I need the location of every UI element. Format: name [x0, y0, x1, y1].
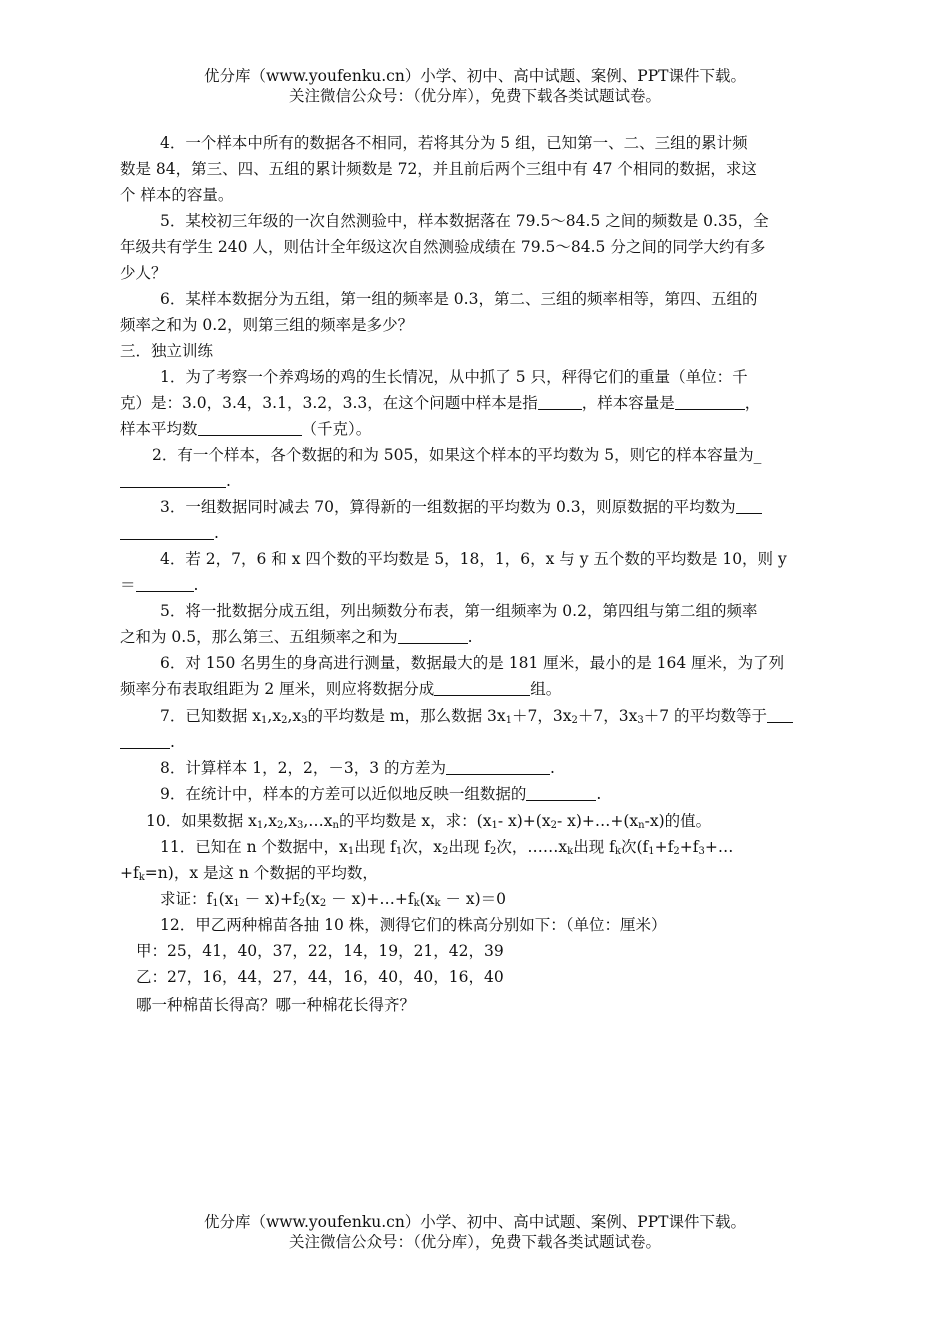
q7-text-a: 7．已知数据 x — [160, 707, 262, 725]
q5-line-2 — [120, 626, 473, 648]
q11-line-2 — [120, 862, 378, 884]
sub: n — [638, 820, 645, 831]
q6-blank — [434, 679, 530, 696]
q11-text-f: 出现 f — [573, 838, 615, 856]
p5-line-3: 少人？ — [120, 264, 167, 282]
header-line-2: 关注微信公众号：（优分库），免费下载各类试题试卷。 — [288, 87, 661, 105]
q11-text-b: 出现 f — [354, 838, 396, 856]
q11-text-e: 次，……x — [496, 838, 568, 856]
sub: 2 — [490, 846, 497, 857]
q11-text-i: =n)，x 是这 n 个数据的平均数， — [144, 864, 378, 882]
p4-line-2: 数是 84，第三、四、五组的累计频数是 72，并且前后两个三组中有 47 个相同的数据，求这 — [120, 160, 757, 178]
q1-line-1: 1．为了考察一个养鸡场的鸡的生长情况，从中抓了 5 只，秤得它们的重量（单位：千 — [160, 368, 748, 386]
sub: 1 — [395, 846, 403, 857]
p4-line-3: 个 样本的容量。 — [120, 186, 234, 204]
q1-blank-size — [675, 393, 745, 410]
sub: k — [567, 846, 574, 857]
q5-text: 之和为 0.5，那么第三、五组频率之和为 — [120, 628, 398, 646]
q1-text-b: ，样本容量是 — [581, 394, 675, 412]
q12-line-1: 12．甲乙两种棉苗各抽 10 株，测得它们的株高分别如下：（单位：厘米） — [160, 916, 667, 934]
q4-line-2 — [120, 574, 198, 596]
sub: 1 — [505, 715, 513, 726]
q11-text-g: 次(f — [620, 838, 649, 856]
q3-blank-b — [120, 523, 214, 540]
p4-line-1: 4．一个样本中所有的数据各不相同，若将其分为 5 组，已知第一、二、三组的累计频 — [160, 134, 748, 152]
q6-text: 频率分布表取组距为 2 厘米，则应将数据分成 — [120, 680, 435, 698]
page-header — [0, 66, 950, 106]
q7-blank-b — [120, 732, 170, 749]
q11-line-3: 求证：$f_1(x_1 - x)+f_2(x_2$ － $x)+\dots+f_k(x_k - x)=0$ — [160, 890, 507, 909]
q3-text-end: . — [214, 524, 219, 542]
sub: 2 — [441, 846, 449, 857]
q9-blank — [526, 784, 596, 801]
q5-line-1: 5．将一批数据分成五组，列出频数分布表，第一组频率为 0.2，第四组与第二组的频率 — [160, 602, 758, 620]
q1-text-d: 样本平均数 — [120, 420, 198, 438]
q11-proof: 求证：f — [160, 890, 213, 908]
sub: 1 — [233, 898, 240, 909]
q7-text-e: ＋7 的平均数等于 — [643, 707, 768, 725]
q7-text-c: ＋7，3x — [512, 707, 572, 725]
q4-line-1: 4．若 2，7，6 和 x 四个数的平均数是 5，18，1，6，x 与 y 五个数的平均数是 10，则 y — [160, 550, 787, 568]
sub: k — [138, 872, 145, 883]
q7-line-1: 7．已知数据 $x_1,x_2,x_3$的平均数是 m，那么数据 $3x_1+7$，$3x_2+7$，$3x_3+7$ 的平均数等于 — [160, 705, 793, 727]
q3-line-2 — [120, 522, 219, 544]
p5-line-2: 年级共有学生 240 人，则估计全年级这次自然测验成绩在 79.5～84.5 分之间的同学大约有多 — [120, 238, 766, 256]
q10-text-b: 的平均数是 x，求：(x — [339, 812, 492, 830]
sub: 2 — [298, 898, 306, 909]
q7-text-d: ＋7，3x — [577, 707, 638, 725]
sub: 1 — [256, 820, 264, 831]
q11-line-1: 11．已知在 n 个数据中，$x_1$出现 $f_1$次，$x_2$出现 $f_2$次，$\dots\dots x_k$出现 $f_k$次($f_1+f_2+f_3+\dots$ — [160, 838, 734, 857]
sub: 1 — [212, 898, 219, 909]
q2-blank — [120, 471, 226, 488]
q9-text: 9．在统计中，样本的方差可以近似地反映一组数据的 — [160, 785, 527, 803]
q9-text-end: . — [596, 785, 602, 803]
sub: 2 — [276, 820, 284, 831]
footer-line-1: 优分库（www.youfenku.cn）小学、初中、高中试题、案例、PPT课件下载。 — [203, 1213, 747, 1231]
q2-line-2 — [120, 470, 231, 492]
q8-text-end: . — [550, 759, 555, 777]
sub: 2 — [673, 846, 680, 857]
q10-line: 10．如果数据 $x_1,x_2,x_3,\dots x_n$的平均数是 x，求：($x_1-$ $x)+(x_2-$ $x)+\dots+(x_n-x)$的值。 — [146, 812, 712, 831]
sub: 2 — [550, 820, 557, 831]
sub: 1 — [347, 846, 355, 857]
q7-text-end: . — [170, 733, 175, 751]
page-footer — [0, 1212, 950, 1252]
q4-text-end: . — [193, 576, 199, 594]
q2-line-1: 2．有一个样本，各个数据的和为 505，如果这个样本的平均数为 5，则它的样本容量为_ — [152, 446, 762, 464]
sub: 3 — [297, 820, 304, 831]
q11-text-d: 出现 f — [448, 838, 491, 856]
q8-text: 8．计算样本 1，2，2，－3，3 的方差为 — [160, 759, 447, 777]
q3-line-1 — [160, 496, 762, 518]
q9-line — [160, 783, 601, 805]
q3-blank-a — [736, 497, 762, 514]
q11-text-a: 11．已知在 n 个数据中，x — [160, 838, 348, 856]
q1-line-2 — [120, 392, 760, 414]
q1-text-e: （千克）。 — [301, 420, 372, 438]
sub: 3 — [637, 715, 644, 726]
header-line-1: 优分库（www.youfenku.cn）小学、初中、高中试题、案例、PPT课件下载。 — [203, 67, 747, 85]
q1-text-a: 克）是：3.0，3.4，3.1，3.2，3.3，在这个问题中样本是指 — [120, 394, 538, 412]
sub: k — [413, 898, 420, 909]
q8-line — [160, 757, 555, 779]
p6-line-1: 6．某样本数据分为五组，第一组的频率是 0.3，第二、三组的频率相等，第四、五组的 — [160, 290, 758, 308]
q10-text-a: 10．如果数据 x — [146, 812, 257, 830]
sub: k — [614, 846, 621, 857]
q6-line-1: 6．对 150 名男生的身高进行测量，数据最大的是 181 厘米，最小的是 164 厘米，为了列 — [160, 654, 785, 672]
p6-line-2: 频率之和为 0.2，则第三组的频率是多少？ — [120, 316, 414, 334]
q8-blank — [446, 758, 550, 775]
q4-blank — [136, 575, 194, 592]
q7-blank-a — [767, 706, 793, 723]
q1-text-c: ， — [744, 394, 761, 412]
q12-question: 哪一种棉苗长得高？哪一种棉花长得齐？ — [136, 996, 416, 1014]
q11-text-h: +f — [120, 864, 139, 882]
sub: 2 — [319, 898, 327, 909]
q2-text-end: . — [226, 472, 231, 490]
q6-text-end: 组。 — [530, 680, 562, 698]
sub: 3 — [698, 846, 705, 857]
sub: 3 — [301, 715, 308, 726]
sub: 1 — [261, 715, 268, 726]
q12-yi: 乙：27，16，44，27，44，16，40，40，16，40 — [136, 968, 504, 986]
sub: 2 — [281, 715, 288, 726]
q1-blank-mean — [198, 419, 302, 436]
section-title: 三．独立训练 — [120, 342, 214, 360]
q1-blank-sample — [538, 393, 582, 410]
q3-text: 3．一组数据同时减去 70，算得新的一组数据的平均数为 0.3，则原数据的平均数为 — [160, 498, 736, 516]
q10-text-c: 的值。 — [664, 812, 712, 830]
q5-text-end: . — [467, 628, 473, 646]
q5-blank — [398, 627, 468, 644]
q7-text-b: 的平均数是 m，那么数据 3x — [307, 707, 506, 725]
sub: n — [332, 820, 339, 831]
footer-line-2: 关注微信公众号：（优分库），免费下载各类试题试卷。 — [288, 1233, 661, 1251]
q12-jia: 甲：25，41，40，37，22，14，19，21，42，39 — [136, 942, 504, 960]
q6-line-2 — [120, 678, 561, 700]
q11-text-c: 次，x — [402, 838, 442, 856]
sub: 1 — [648, 846, 655, 857]
sub: 2 — [571, 715, 578, 726]
q4-eq: ＝ — [120, 576, 136, 594]
sub: 1 — [491, 820, 498, 831]
q7-line-2 — [120, 731, 175, 753]
p5-line-1: 5．某校初三年级的一次自然测验中，样本数据落在 79.5～84.5 之间的频数是 0.35，全 — [160, 212, 769, 230]
sub: k — [434, 898, 441, 909]
q1-line-3 — [120, 418, 371, 440]
